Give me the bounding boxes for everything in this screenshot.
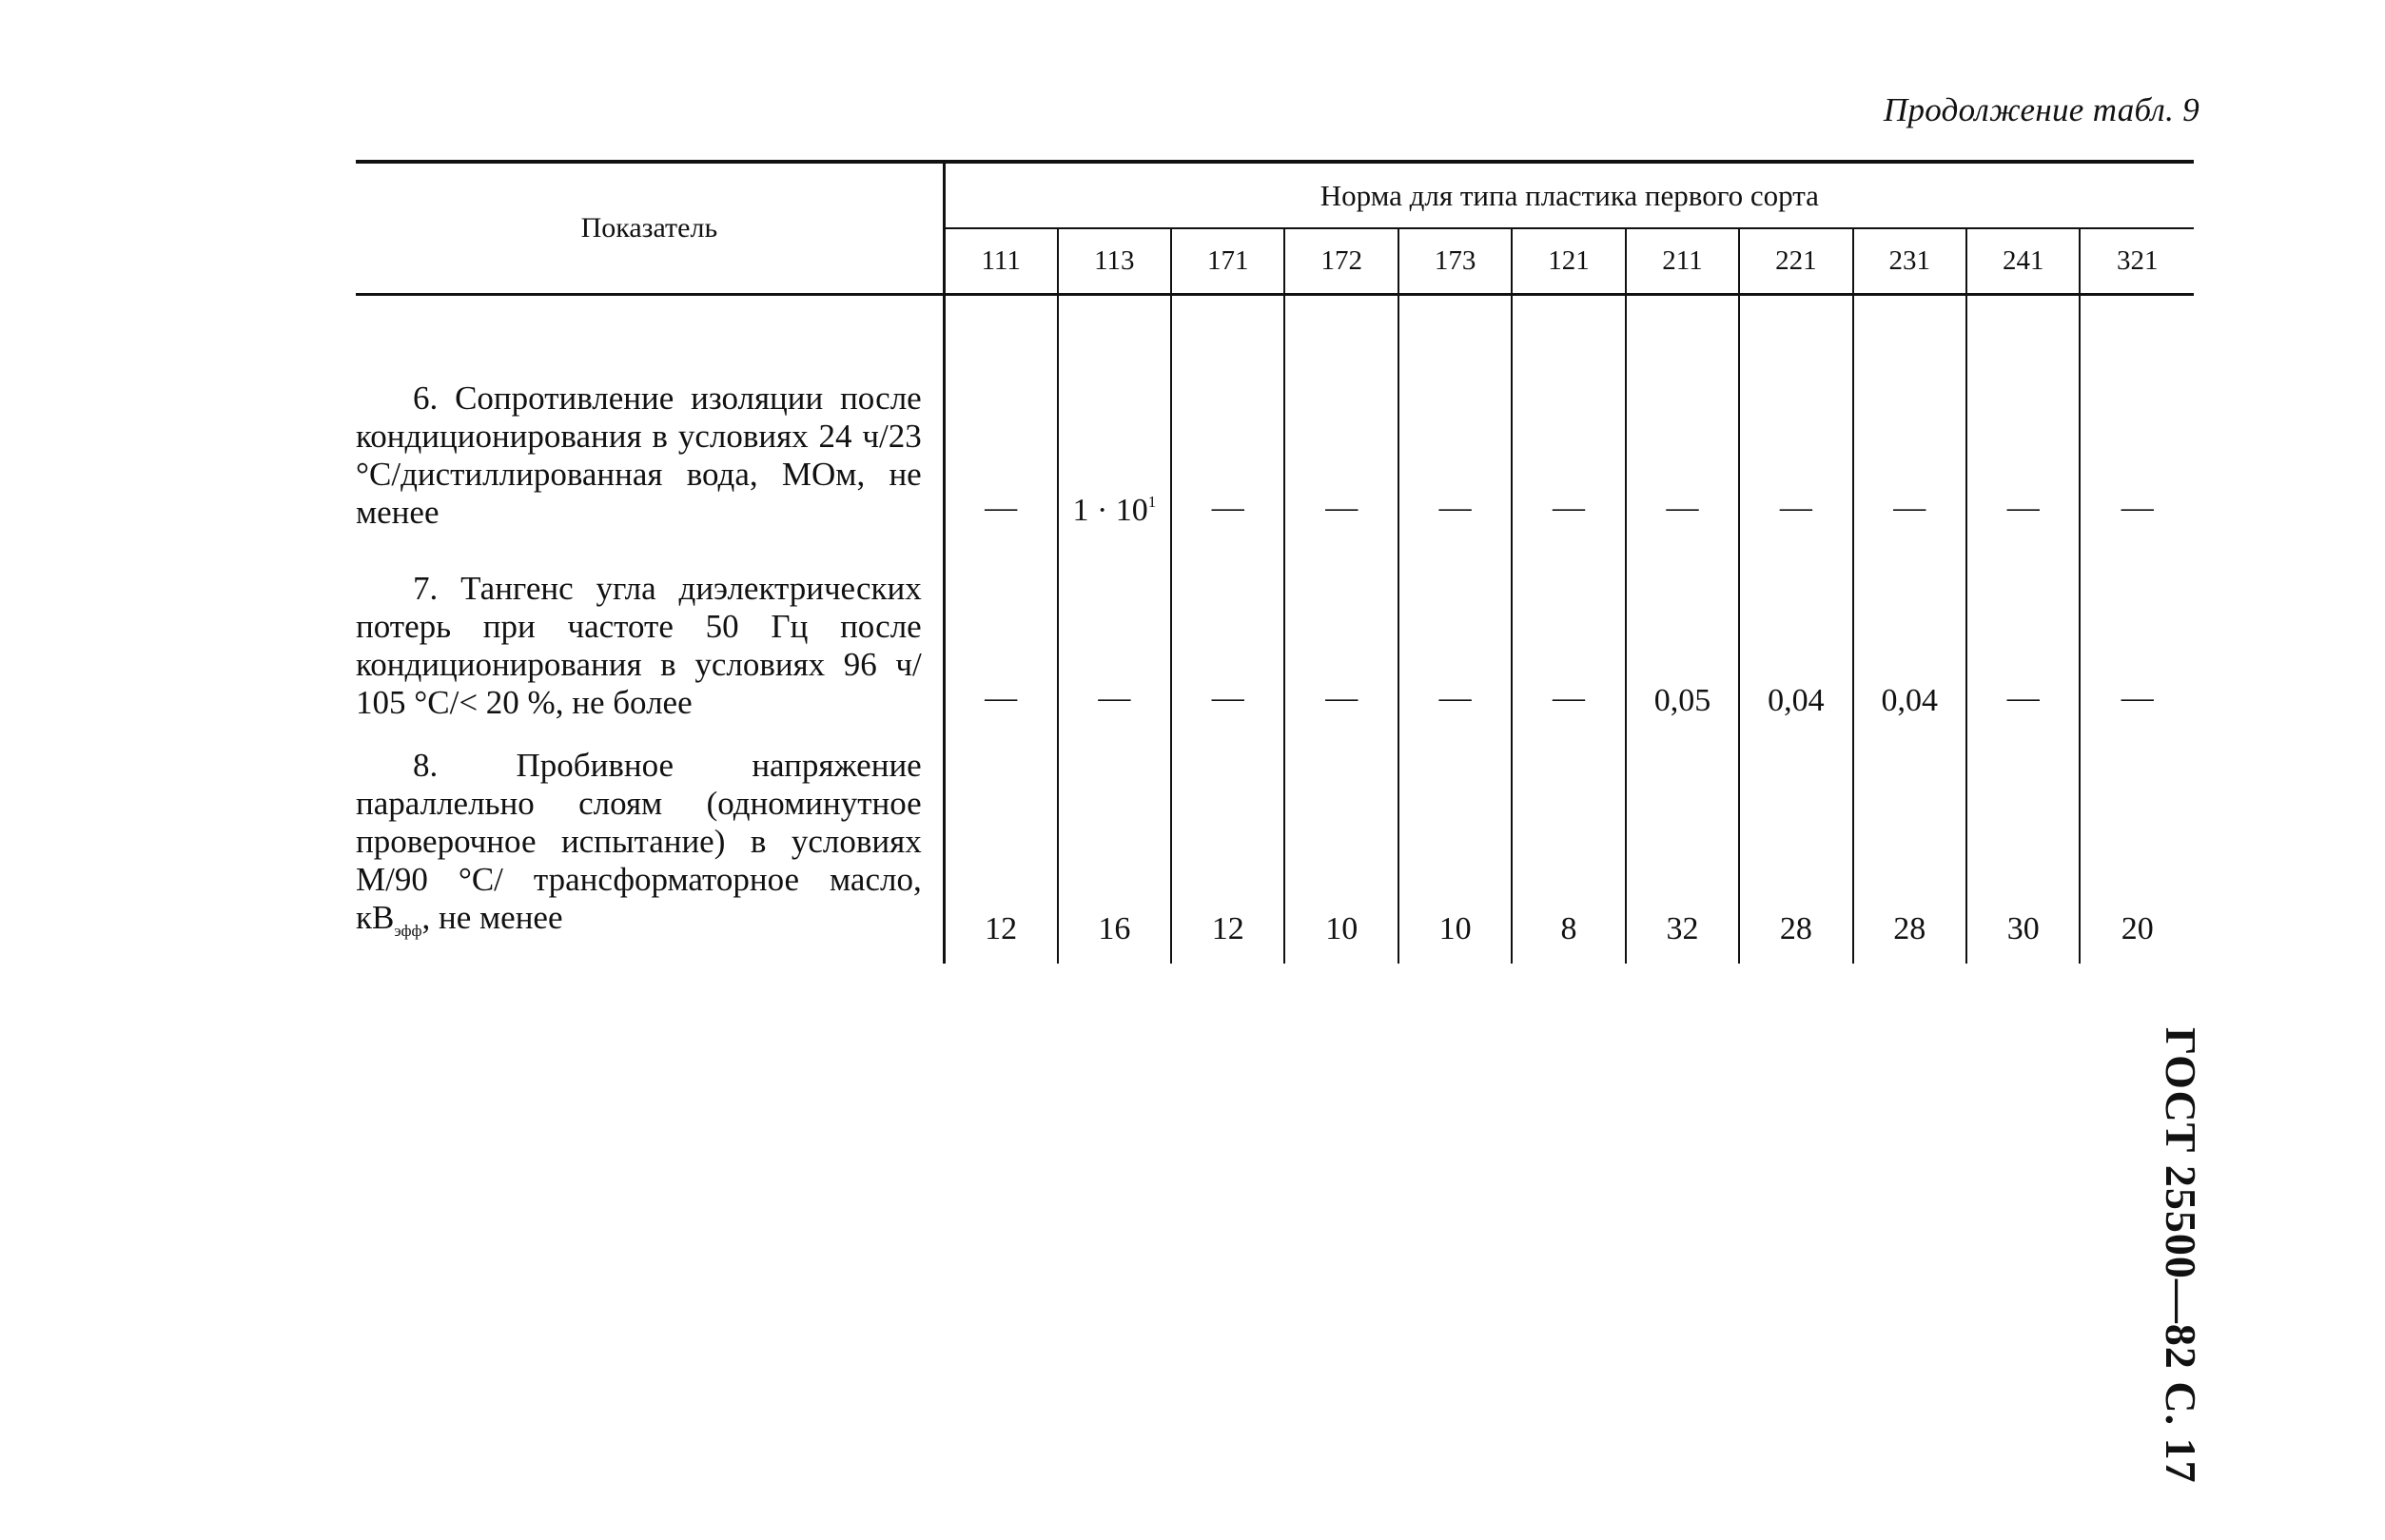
value-text: 28 — [1893, 911, 1926, 946]
value-cell — [1284, 532, 1398, 722]
norms-table-container — [356, 160, 2194, 964]
value-cell — [1284, 295, 1398, 533]
column-header-173: 173 — [1398, 228, 1512, 295]
value-cell — [1398, 295, 1512, 533]
value-cell — [944, 722, 1057, 964]
indicator-text: 7. Тангенс угла диэлектрических потерь при частоте 50 Гц после кондиционирования в условиях 96 ч/ 105 °С/< 20 %, не более — [356, 570, 922, 721]
value-text: 0,05 — [1653, 683, 1711, 718]
value-text: — — [985, 490, 1018, 525]
value-cell — [1512, 295, 1625, 533]
value-text: — — [2006, 490, 2040, 525]
table-continuation-caption: Продолжение табл. 9 — [1883, 91, 2199, 128]
table-row — [356, 532, 2194, 722]
table-row — [356, 295, 2194, 533]
value-text: 30 — [2006, 911, 2040, 946]
value-cell — [1398, 722, 1512, 964]
column-header-221: 221 — [1739, 228, 1852, 295]
value-text: — — [1779, 490, 1812, 525]
value-cell — [2080, 722, 2194, 964]
value-cell — [1512, 532, 1625, 722]
value-cell — [1966, 295, 2080, 533]
norm-group-header: Норма для типа пластика первого сорта — [944, 162, 2194, 228]
value-text: — — [2121, 680, 2154, 715]
value-text: 8 — [1560, 911, 1577, 946]
value-text — [1072, 483, 1156, 532]
value-cell — [1058, 532, 1171, 722]
value-cell — [2080, 295, 2194, 533]
value-cell — [1853, 532, 1966, 722]
value-cell — [1512, 722, 1625, 964]
value-exponent: 1 — [1147, 493, 1157, 511]
standard-page-stamp: ГОСТ 25500—82 С. 17 — [2157, 1027, 2206, 1484]
value-text: — — [985, 680, 1018, 715]
value-text: — — [1211, 490, 1244, 525]
column-header-231: 231 — [1853, 228, 1966, 295]
value-cell — [1398, 532, 1512, 722]
value-cell — [1171, 722, 1284, 964]
value-text: — — [1325, 680, 1359, 715]
value-cell — [1626, 532, 1739, 722]
value-text: — — [1098, 680, 1131, 715]
column-header-121: 121 — [1512, 228, 1625, 295]
value-text: 32 — [1666, 911, 1699, 946]
value-cell — [944, 295, 1057, 533]
value-mantissa: 1 · 10 — [1072, 493, 1148, 528]
column-header-111: 111 — [944, 228, 1057, 295]
value-cell — [1284, 722, 1398, 964]
value-cell — [1626, 295, 1739, 533]
column-header-321: 321 — [2080, 228, 2194, 295]
value-text: — — [1211, 680, 1244, 715]
value-text: — — [1438, 490, 1472, 525]
value-text: — — [1666, 490, 1699, 525]
value-cell — [1058, 295, 1171, 533]
value-text: — — [2006, 680, 2040, 715]
value-cell — [944, 532, 1057, 722]
indicator-unit-subscript: эфф — [394, 922, 422, 940]
value-text: 28 — [1779, 911, 1812, 946]
value-cell — [1626, 722, 1739, 964]
value-text: — — [2121, 490, 2154, 525]
table-row — [356, 722, 2194, 964]
value-text: 16 — [1098, 911, 1131, 946]
value-cell — [1853, 295, 1966, 533]
value-text: — — [1553, 490, 1586, 525]
value-cell — [1853, 722, 1966, 964]
value-text: 12 — [985, 911, 1018, 946]
value-text: — — [1893, 490, 1926, 525]
value-cell — [1739, 295, 1852, 533]
value-cell — [2080, 532, 2194, 722]
value-text: 12 — [1211, 911, 1244, 946]
value-cell — [1966, 722, 2080, 964]
value-cell — [1171, 295, 1284, 533]
column-header-113: 113 — [1058, 228, 1171, 295]
value-text: — — [1438, 680, 1472, 715]
value-text: — — [1553, 680, 1586, 715]
indicator-column-header: Показатель — [356, 162, 944, 295]
value-cell — [1739, 532, 1852, 722]
table-body — [356, 295, 2194, 965]
indicator-cell — [356, 532, 944, 722]
value-cell — [1739, 722, 1852, 964]
indicator-cell — [356, 722, 944, 964]
value-cell — [1966, 532, 2080, 722]
column-header-171: 171 — [1171, 228, 1284, 295]
value-text: 0,04 — [1768, 683, 1825, 718]
table-header — [356, 162, 2194, 295]
indicator-text — [356, 747, 922, 950]
indicator-cell — [356, 295, 944, 533]
indicator-text: 6. Сопротивление изоляции после кондиционирования в условиях 24 ч/23 °С/дистиллированная вода, МОм, не менее — [356, 380, 922, 531]
value-cell — [1058, 722, 1171, 964]
value-cell — [1171, 532, 1284, 722]
column-header-172: 172 — [1284, 228, 1398, 295]
value-text: 20 — [2121, 911, 2154, 946]
column-header-211: 211 — [1626, 228, 1739, 295]
value-text: 10 — [1325, 911, 1359, 946]
indicator-text-main: 8. Пробивное напряжение параллельно слоям (одноминутное проверочное испытание) в условиях М/90 °С/ трансформаторное масло, кВ — [356, 747, 922, 936]
value-text: 0,04 — [1881, 683, 1939, 718]
value-text: 10 — [1438, 911, 1472, 946]
column-header-241: 241 — [1966, 228, 2080, 295]
indicator-text-tail: , не менее — [421, 899, 563, 936]
norms-table — [356, 160, 2194, 964]
value-text: — — [1325, 490, 1359, 525]
